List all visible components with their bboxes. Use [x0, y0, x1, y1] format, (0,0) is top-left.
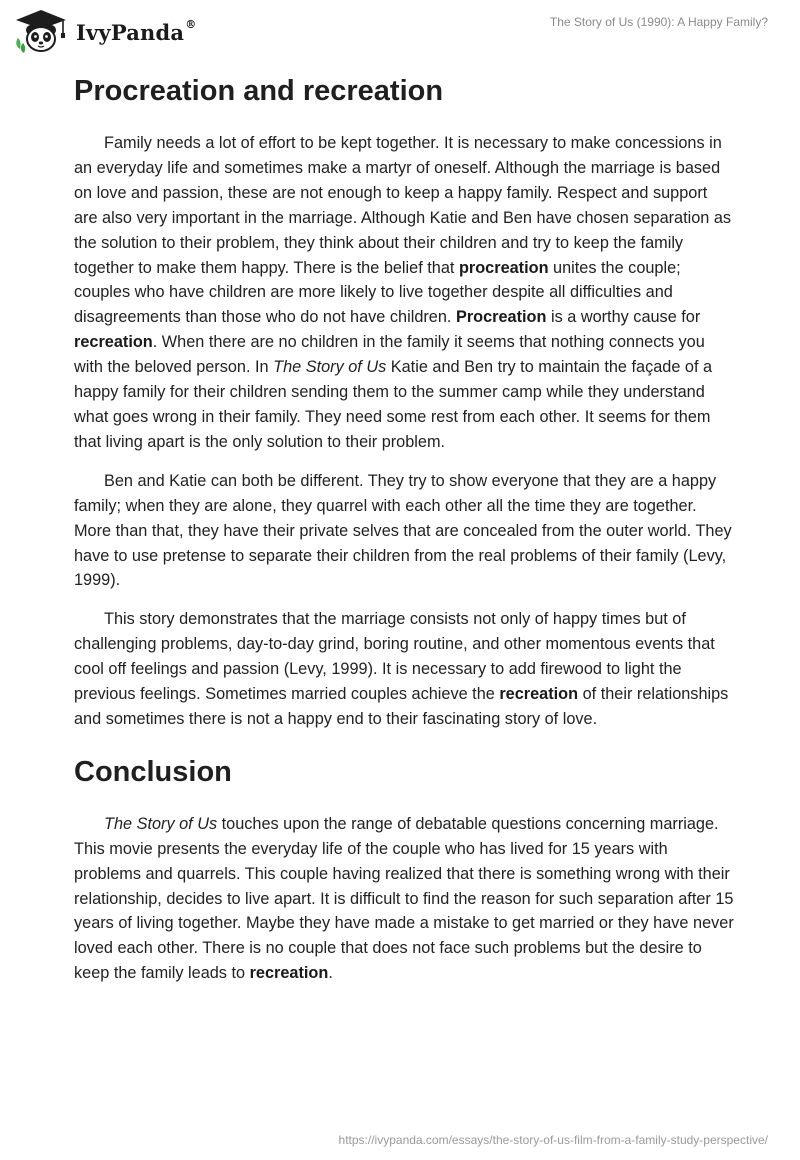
paragraph-conclusion: The Story of Us touches upon the range of debatable questions concerning marriage. This movie presents the everyday life of the couple who has lived for 15 years with problems and quarrels. This couple having realized that there is something wrong with their relationship, decides to live apart. It is difficult to find the reason for such separation after 15 years of living together. Maybe they have made a mistake to get married or they have never loved each other. There is no couple that does not face such problems but the desire to keep the family leads to recreation. [74, 814, 734, 983]
ivypanda-logo[interactable] [14, 8, 196, 54]
section-heading-procreation: Procreation and recreation [74, 75, 444, 107]
source-url[interactable]: https://ivypanda.com/essays/the-story-of-us-film-from-a-family-study-perspective/ [338, 1133, 768, 1147]
paragraph-1: Family needs a lot of effort to be kept together. It is necessary to make concessions in an everyday life and sometimes make a martyr of oneself. Although the marriage is based on love and passion, these are not enough to keep a happy family. Respect and support are also very important in the marriage. Although Katie and Ben have chosen separation as the solution to their problem, they think about their children and try to keep the family together to make them happy. There is the belief that procreation unites the couple; couples who have children are more likely to live together despite all difficulties and disagreements than those who do not have children. Procreation is a worthy cause for recreation. When there are no children in the family it seems that nothing connects you with the beloved person. In The Story of Us Katie and Ben try to maintain the façade of a happy family for their children sending them to the summer camp while they understand what goes wrong in their family. They need some rest from each other. It seems for them that living apart is the only solution to their problem. [74, 134, 732, 451]
logo-wordmark: IvyPanda® [76, 17, 197, 45]
panda-graduate-icon [14, 8, 68, 54]
paragraph-2: Ben and Katie can both be different. They try to show everyone that they are a happy family; when they are alone, they quarrel with each other all the time they are together. More than that, they have their private selves that are concealed from the outer world. They have to use pretense to separate their children from the real problems of their family (Levy, 1999). [74, 471, 732, 590]
page-header [0, 0, 800, 62]
paragraph-3: This story demonstrates that the marriage consists not only of happy times but of challenging problems, day-to-day grind, boring routine, and other momentous events that cool off feelings and passion (Levy, 1999). It is necessary to add firewood to light the previous feelings. Sometimes married couples achieve the recreation of their relationships and sometimes there is not a happy end to their fascinating story of love. [74, 610, 729, 728]
document-title: The Story of Us (1990): A Happy Family? [549, 15, 768, 29]
section-heading-conclusion: Conclusion [74, 755, 232, 788]
essay-content [74, 70, 734, 1000]
